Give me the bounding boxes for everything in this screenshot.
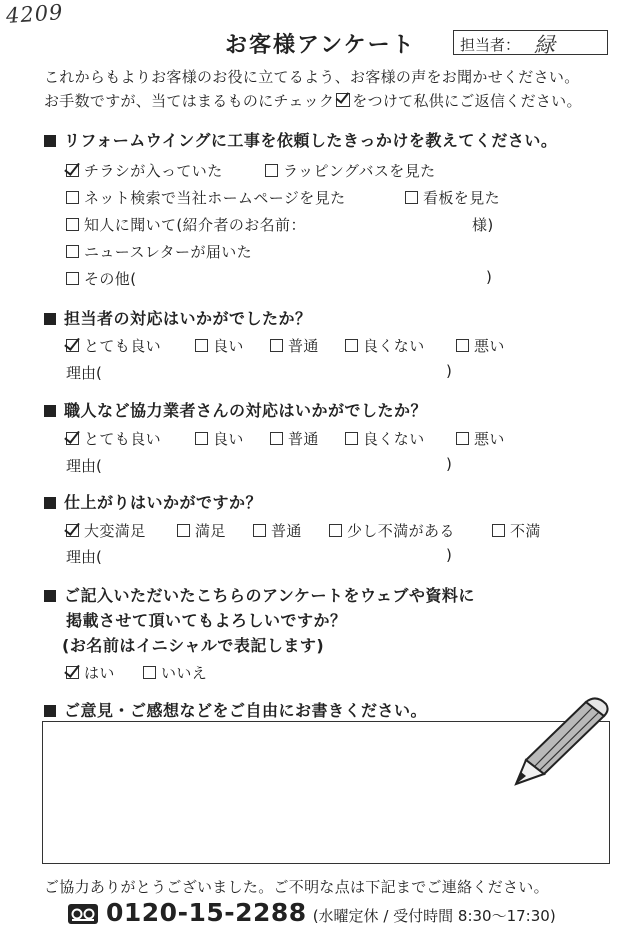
q1-option-bus[interactable] [265, 160, 436, 181]
option-label: 少し不満がある [347, 522, 455, 540]
business-hours: (水曜定休 / 受付時間 8:30～17:30) [312, 907, 556, 925]
intro-line-2b: をつけて私供にご返信ください。 [352, 92, 582, 110]
q3-reason-close: ) [446, 455, 452, 473]
q4-option-normal[interactable] [253, 520, 302, 541]
phone-number[interactable]: 0120-15-2288 [106, 898, 307, 927]
option-label: 良くない [363, 337, 425, 355]
q3-title-text: 職人など協力業者さんの対応はいかがでしたか？ [64, 401, 428, 420]
sample-check-icon [336, 93, 350, 107]
option-label: 悪い [474, 430, 505, 448]
pencil-icon [510, 696, 630, 800]
checkbox[interactable] [456, 432, 469, 445]
q4-title [44, 490, 262, 513]
checkbox-checked[interactable] [66, 164, 79, 177]
checkbox-checked[interactable] [66, 524, 79, 537]
q3-option-very-good[interactable] [66, 428, 161, 449]
checkbox-checked[interactable] [66, 666, 79, 679]
checkbox[interactable] [66, 218, 79, 231]
q2-option-good[interactable] [195, 335, 244, 356]
q2-reason-close: ) [446, 362, 452, 380]
checkbox[interactable] [177, 524, 190, 537]
option-label: 悪い [474, 337, 505, 355]
option-label: 普通 [271, 522, 302, 540]
footer-thanks: ご協力ありがとうございました。ご不明な点は下記までご連絡ください。 [44, 878, 549, 896]
checkbox[interactable] [195, 432, 208, 445]
square-bullet-icon [44, 497, 56, 509]
option-label: とても良い [84, 430, 162, 448]
q3-option-good[interactable] [195, 428, 244, 449]
q1-option-referral[interactable] [66, 214, 306, 235]
option-label: とても良い [84, 337, 162, 355]
option-label: ニュースレターが届いた [84, 243, 253, 261]
q2-option-not-good[interactable] [345, 335, 425, 356]
q2-option-bad[interactable] [456, 335, 505, 356]
q3-option-bad[interactable] [456, 428, 505, 449]
square-bullet-icon [44, 135, 56, 147]
q3-option-normal[interactable] [270, 428, 319, 449]
q1-title [44, 128, 557, 151]
checkbox[interactable] [345, 432, 358, 445]
square-bullet-icon [44, 313, 56, 325]
option-label: ラッピングバスを見た [283, 162, 436, 180]
intro-line-1: これからもよりお客様のお役に立てるよう、お客様の声をお聞かせください。 [44, 68, 580, 86]
option-label: 満足 [195, 522, 226, 540]
free-dial-icon [68, 904, 98, 928]
q5-title-2: 掲載させて頂いてもよろしいですか？ [66, 611, 347, 630]
option-label: チラシが入っていた [84, 162, 223, 180]
checkbox[interactable] [66, 191, 79, 204]
q4-option-satisfied[interactable] [177, 520, 226, 541]
form-number: 4209 [5, 0, 65, 28]
checkbox-checked[interactable] [66, 339, 79, 352]
option-label: ネット検索で当社ホームページを見た [84, 189, 346, 207]
q1-other-close: ) [486, 268, 493, 286]
phone-row [68, 898, 556, 928]
square-bullet-icon [44, 705, 56, 717]
staff-label: 担当者： [460, 36, 521, 54]
staff-box [453, 30, 608, 55]
q1-title-text: リフォームウイングに工事を依頼したきっかけを教えてください。 [64, 131, 558, 150]
square-bullet-icon [44, 590, 56, 602]
q5-title-text-1: ご記入いただいたこちらのアンケートをウェブや資料に [64, 586, 475, 605]
option-label: はい [84, 664, 115, 682]
q3-reason-label[interactable]: 理由( [66, 457, 102, 475]
q5-option-no[interactable] [143, 662, 207, 683]
checkbox[interactable] [270, 432, 283, 445]
option-label: 看板を見た [423, 189, 501, 207]
option-label: 大変満足 [84, 522, 146, 540]
q4-reason-label[interactable]: 理由( [66, 548, 102, 566]
q4-option-slightly-dissatisfied[interactable] [329, 520, 455, 541]
q2-option-normal[interactable] [270, 335, 319, 356]
q4-option-very-satisfied[interactable] [66, 520, 146, 541]
intro-line-2 [44, 90, 582, 111]
q6-title-text: ご意見・ご感想などをご自由にお書きください。 [64, 701, 428, 720]
q3-option-not-good[interactable] [345, 428, 425, 449]
checkbox[interactable] [456, 339, 469, 352]
q2-reason-label[interactable]: 理由( [66, 364, 102, 382]
q1-option-sign[interactable] [405, 187, 500, 208]
intro-line-2a: お手数ですが、当てはまるものにチェック [44, 92, 335, 110]
square-bullet-icon [44, 405, 56, 417]
checkbox[interactable] [405, 191, 418, 204]
q1-option-other[interactable] [66, 268, 136, 289]
q6-title [44, 698, 427, 721]
checkbox[interactable] [253, 524, 266, 537]
q4-reason-close: ) [446, 546, 452, 564]
option-label: 普通 [288, 337, 319, 355]
q3-title [44, 398, 427, 421]
option-label: 不満 [510, 522, 541, 540]
q2-title-text: 担当者の対応はいかがでしたか？ [64, 309, 312, 328]
page-title: お客様アンケート [225, 33, 416, 58]
q4-title-text: 仕上がりはいかがですか？ [64, 493, 263, 512]
q5-title-3: (お名前はイニシャルで表記します) [62, 636, 325, 655]
q4-option-dissatisfied[interactable] [492, 520, 541, 541]
option-label: 普通 [288, 430, 319, 448]
q5-option-yes[interactable] [66, 662, 115, 683]
option-label: 良くない [363, 430, 425, 448]
q1-option-flyer[interactable] [66, 160, 223, 181]
checkbox[interactable] [492, 524, 505, 537]
q1-option-newsletter[interactable] [66, 241, 252, 262]
option-label: その他( [84, 270, 137, 288]
option-label: 知人に聞いて(紹介者のお名前： [84, 216, 306, 234]
checkbox[interactable] [195, 339, 208, 352]
checkbox[interactable] [66, 245, 79, 258]
q1-referral-sama: 様) [472, 216, 494, 234]
checkbox[interactable] [66, 272, 79, 285]
q1-option-web[interactable] [66, 187, 346, 208]
q5-title-1 [44, 583, 475, 606]
checkbox[interactable] [329, 524, 342, 537]
q2-option-very-good[interactable] [66, 335, 161, 356]
checkbox[interactable] [345, 339, 358, 352]
staff-name[interactable]: 緑 [534, 33, 555, 57]
checkbox[interactable] [265, 164, 278, 177]
checkbox[interactable] [143, 666, 156, 679]
checkbox-checked[interactable] [66, 432, 79, 445]
option-label: 良い [213, 430, 244, 448]
q2-title [44, 306, 312, 329]
checkbox[interactable] [270, 339, 283, 352]
option-label: いいえ [161, 664, 208, 682]
option-label: 良い [213, 337, 244, 355]
